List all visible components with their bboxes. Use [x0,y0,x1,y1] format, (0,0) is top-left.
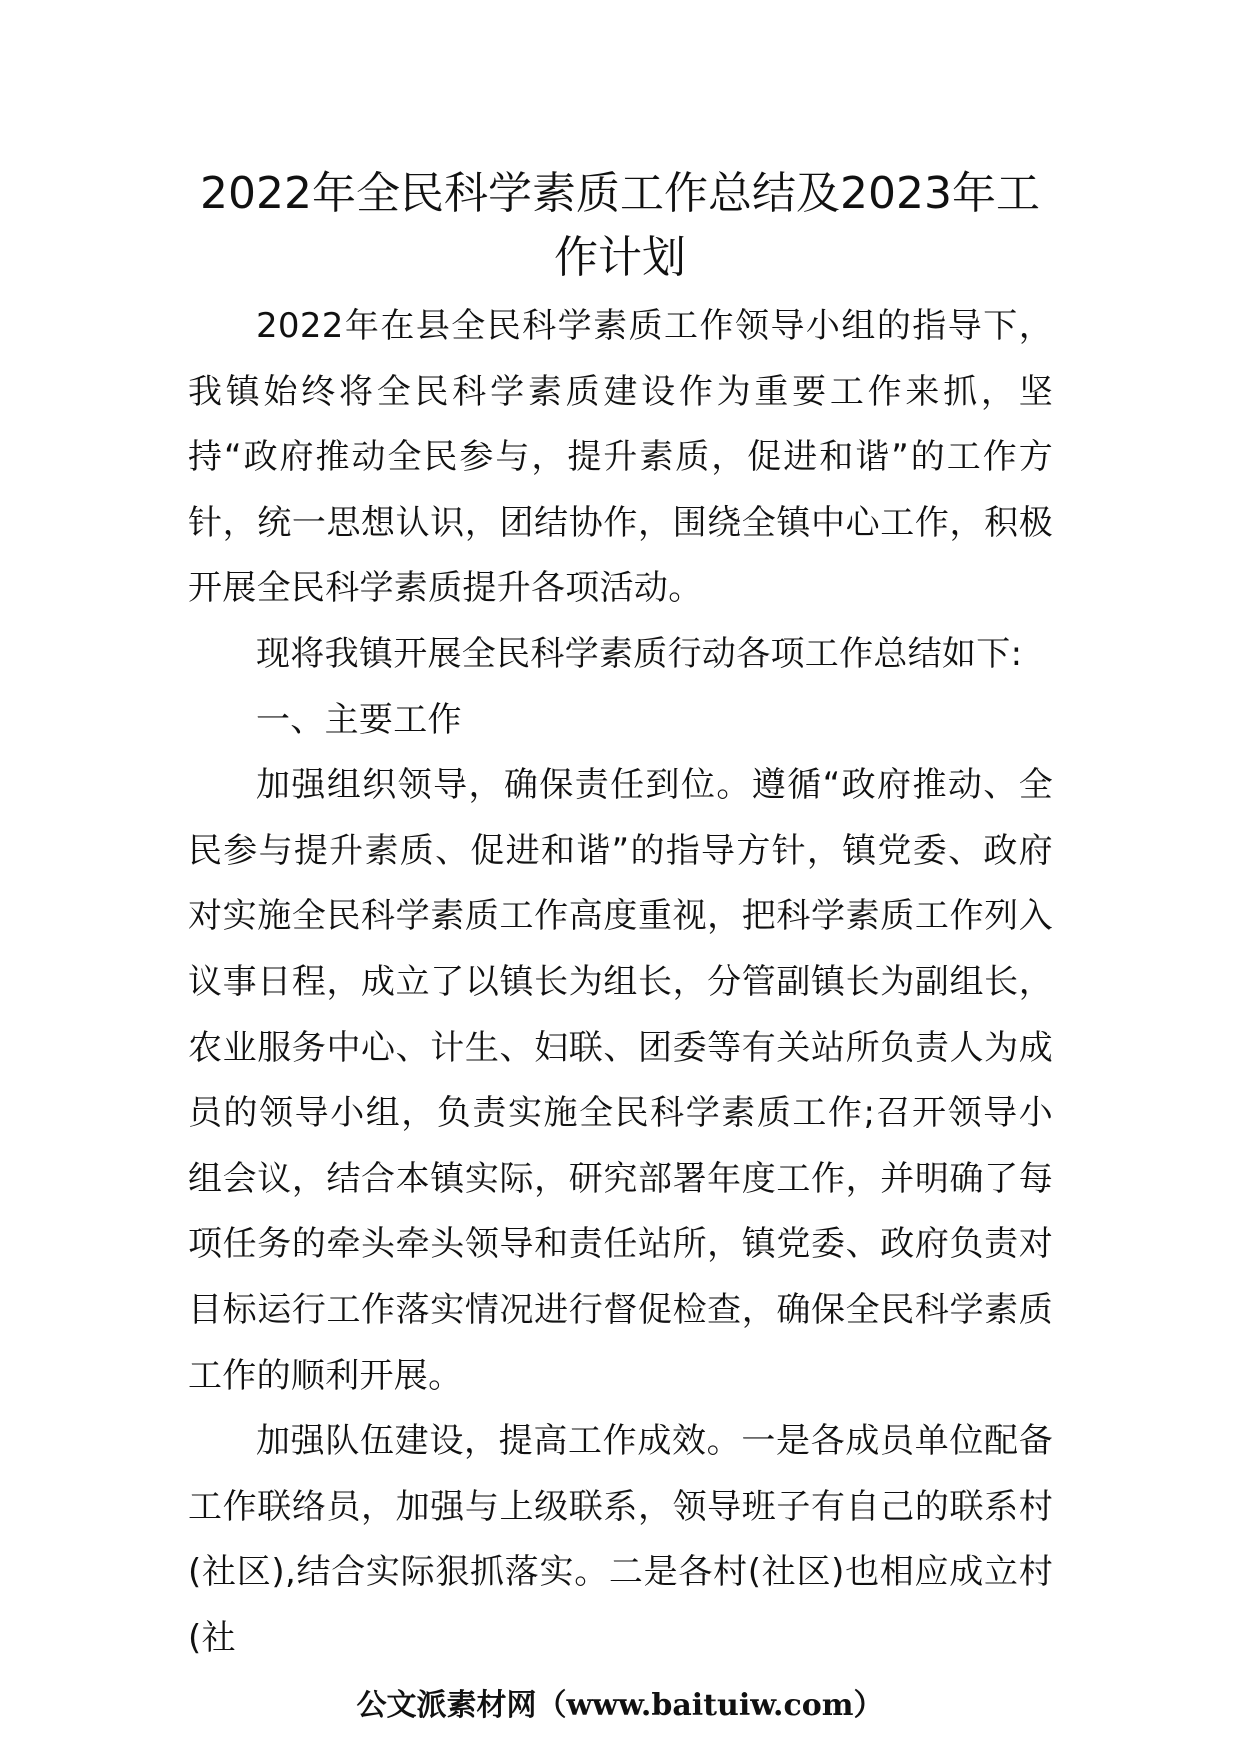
section-heading-main-work: 一、主要工作 [256,699,462,740]
paragraph-intro: 2022年在县全民科学素质工作领导小组的指导下，我镇始终将全民科学素质建设作为重要工作来抓，坚持“政府推动全民参与，提升素质，促进和谐”的工作方针，统一思想认识，团结协作，围绕全镇中心工作，积极开展全民科学素质提升各项活动。 [188,306,1053,609]
footer-watermark: 公文派素材网（www.baituiw.com） [356,1688,884,1723]
document-body [188,294,1053,1671]
paragraph-organization: 加强组织领导，确保责任到位。遵循“政府推动、全民参与提升素质、促进和谐”的指导方针，镇党委、政府对实施全民科学素质工作高度重视，把科学素质工作列入议事日程，成立了以镇长为组长，分管副镇长为副组长，农业服务中心、计生、妇联、团委等有关站所负责人为成员的领导小组，负责实施全民科学素质工作;召开领导小组会议，结合本镇实际，研究部署年度工作，并明确了每项任务的牵头牵头领导和责任站所，镇党委、政府负责对目标运行工作落实情况进行督促检查，确保全民科学素质工作的顺利开展。 [188,765,1053,1396]
paragraph-summary-lead: 现将我镇开展全民科学素质行动各项工作总结如下: [256,633,1023,674]
paragraph-team-building: 加强队伍建设，提高工作成效。一是各成员单位配备工作联络员，加强与上级联系，领导班子有自己的联系村(社区),结合实际狠抓落实。二是各村(社区)也相应成立村(社 [188,1421,1053,1658]
document-title: 2022年全民科学素质工作总结及2023年工作计划 [200,168,1040,283]
